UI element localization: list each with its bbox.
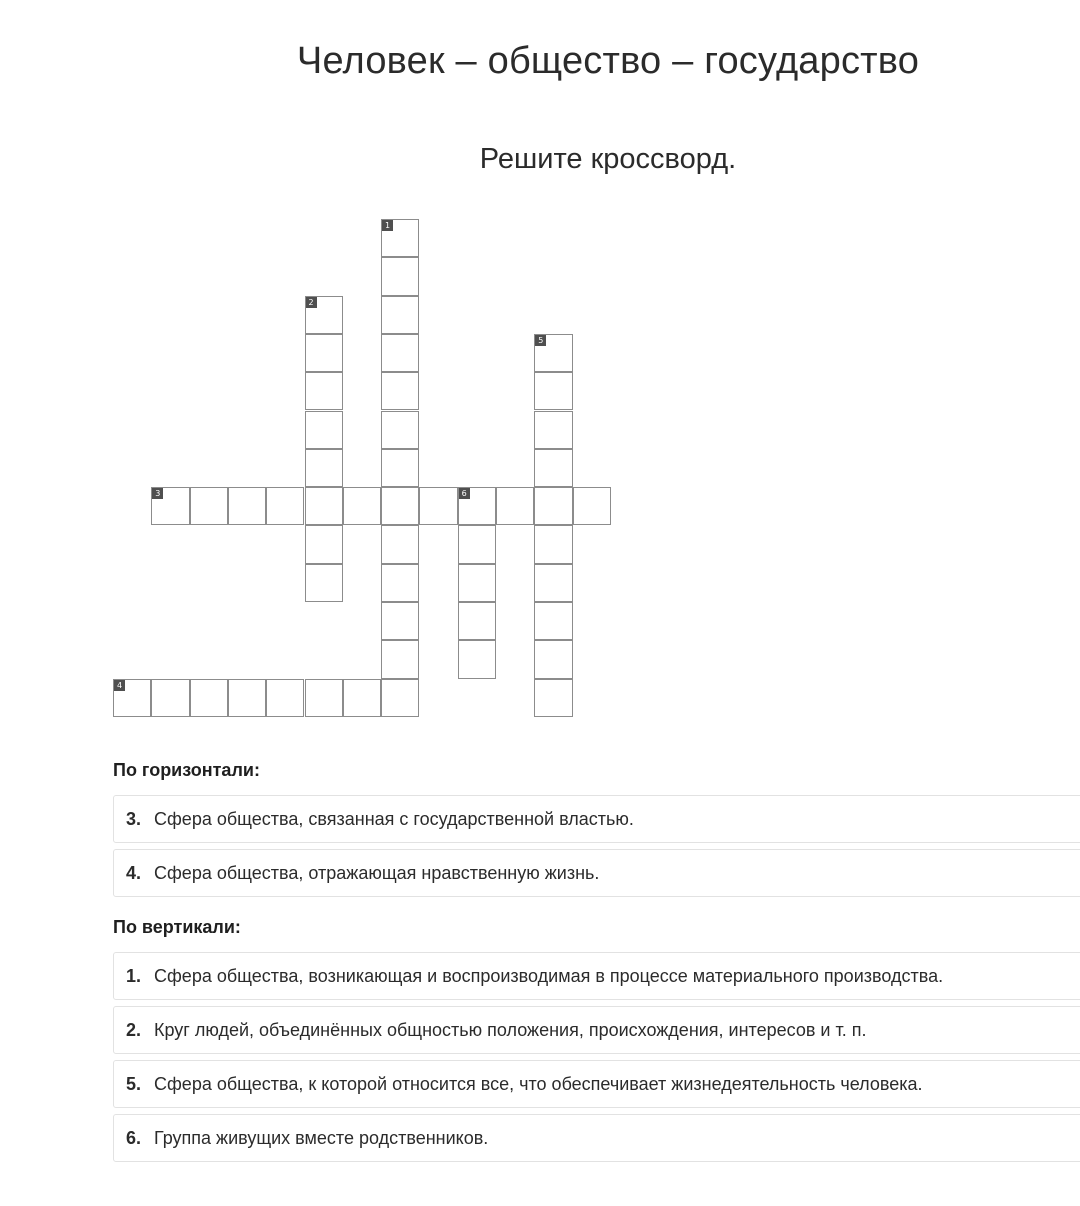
crossword-cell[interactable] bbox=[228, 679, 266, 717]
crossword-cell[interactable] bbox=[534, 602, 572, 640]
crossword-cell[interactable] bbox=[190, 679, 228, 717]
across-clue-list bbox=[113, 795, 1080, 903]
clue-number: 1. bbox=[126, 965, 142, 986]
crossword-cell[interactable] bbox=[381, 602, 419, 640]
clue-text: Сфера общества, отражающая нравственную жизнь. bbox=[154, 862, 600, 883]
clue-text: Сфера общества, возникающая и воспроизводимая в процессе материального производства. bbox=[154, 965, 944, 986]
crossword-cell[interactable] bbox=[305, 679, 343, 717]
crossword-cell[interactable] bbox=[534, 679, 572, 717]
crossword-cell[interactable] bbox=[381, 525, 419, 563]
crossword-cell[interactable] bbox=[151, 487, 189, 525]
down-heading: По вертикали: bbox=[113, 917, 241, 937]
down-clue-item bbox=[113, 952, 1080, 1000]
crossword-cell[interactable] bbox=[496, 487, 534, 525]
crossword-cell[interactable] bbox=[343, 679, 381, 717]
crossword-cell[interactable] bbox=[458, 602, 496, 640]
page-subtitle: Решите кроссворд. bbox=[479, 143, 737, 175]
crossword-cell[interactable] bbox=[305, 296, 343, 334]
crossword-cell[interactable] bbox=[190, 487, 228, 525]
clue-number-badge: 5 bbox=[535, 335, 546, 346]
crossword-cell[interactable] bbox=[458, 564, 496, 602]
clue-number-badge: 4 bbox=[114, 680, 125, 691]
crossword-cell[interactable] bbox=[534, 449, 572, 487]
clue-text: Круг людей, объединённых общностью положения, происхождения, интересов и т. п. bbox=[154, 1019, 867, 1040]
crossword-cell[interactable] bbox=[228, 487, 266, 525]
crossword-cell[interactable] bbox=[305, 334, 343, 372]
clue-number: 2. bbox=[126, 1019, 142, 1040]
crossword-cell[interactable] bbox=[305, 564, 343, 602]
crossword-grid bbox=[113, 219, 613, 719]
down-clue-item bbox=[113, 1006, 1080, 1054]
clue-number: 3. bbox=[126, 808, 142, 829]
crossword-cell[interactable] bbox=[343, 487, 381, 525]
crossword-cell[interactable] bbox=[381, 564, 419, 602]
page-title: Человек – общество – государство bbox=[296, 40, 920, 82]
across-clue-item bbox=[113, 849, 1080, 897]
clue-number: 4. bbox=[126, 862, 142, 883]
crossword-cell[interactable] bbox=[573, 487, 611, 525]
down-clue-item bbox=[113, 1114, 1080, 1162]
crossword-cell[interactable] bbox=[381, 640, 419, 678]
clue-number: 5. bbox=[126, 1073, 142, 1094]
clue-number: 6. bbox=[126, 1127, 142, 1148]
crossword-cell[interactable] bbox=[458, 525, 496, 563]
crossword-cell[interactable] bbox=[151, 679, 189, 717]
crossword-cell[interactable] bbox=[305, 411, 343, 449]
clue-number-badge: 2 bbox=[306, 297, 317, 308]
crossword-cell[interactable] bbox=[266, 679, 304, 717]
crossword-cell[interactable] bbox=[419, 487, 457, 525]
crossword-cell[interactable] bbox=[534, 334, 572, 372]
clue-number-badge: 1 bbox=[382, 220, 393, 231]
crossword-cell[interactable] bbox=[534, 372, 572, 410]
crossword-cell[interactable] bbox=[305, 372, 343, 410]
crossword-cell[interactable] bbox=[305, 525, 343, 563]
clue-text: Сфера общества, связанная с государственной властью. bbox=[154, 808, 634, 829]
crossword-cell[interactable] bbox=[381, 257, 419, 295]
crossword-cell[interactable] bbox=[534, 487, 572, 525]
crossword-cell[interactable] bbox=[381, 219, 419, 257]
across-heading: По горизонтали: bbox=[113, 760, 260, 780]
crossword-cell[interactable] bbox=[305, 487, 343, 525]
crossword-cell[interactable] bbox=[534, 564, 572, 602]
crossword-cell[interactable] bbox=[534, 525, 572, 563]
crossword-cell[interactable] bbox=[381, 334, 419, 372]
crossword-cell[interactable] bbox=[381, 296, 419, 334]
crossword-cell[interactable] bbox=[534, 640, 572, 678]
clue-text: Группа живущих вместе родственников. bbox=[154, 1127, 489, 1148]
across-clue-item bbox=[113, 795, 1080, 843]
crossword-cell[interactable] bbox=[113, 679, 151, 717]
crossword-cell[interactable] bbox=[381, 449, 419, 487]
crossword-cell[interactable] bbox=[458, 640, 496, 678]
clue-number-badge: 6 bbox=[459, 488, 470, 499]
crossword-cell[interactable] bbox=[381, 679, 419, 717]
crossword-cell[interactable] bbox=[381, 372, 419, 410]
crossword-cell[interactable] bbox=[381, 411, 419, 449]
crossword-cell[interactable] bbox=[305, 449, 343, 487]
clue-number-badge: 3 bbox=[152, 488, 163, 499]
down-clue-list bbox=[113, 952, 1080, 1168]
clue-text: Сфера общества, к которой относится все, что обеспечивает жизнедеятельность человека. bbox=[154, 1073, 923, 1094]
crossword-cell[interactable] bbox=[381, 487, 419, 525]
down-clue-item bbox=[113, 1060, 1080, 1108]
crossword-cell[interactable] bbox=[458, 487, 496, 525]
crossword-cell[interactable] bbox=[534, 411, 572, 449]
crossword-cell[interactable] bbox=[266, 487, 304, 525]
